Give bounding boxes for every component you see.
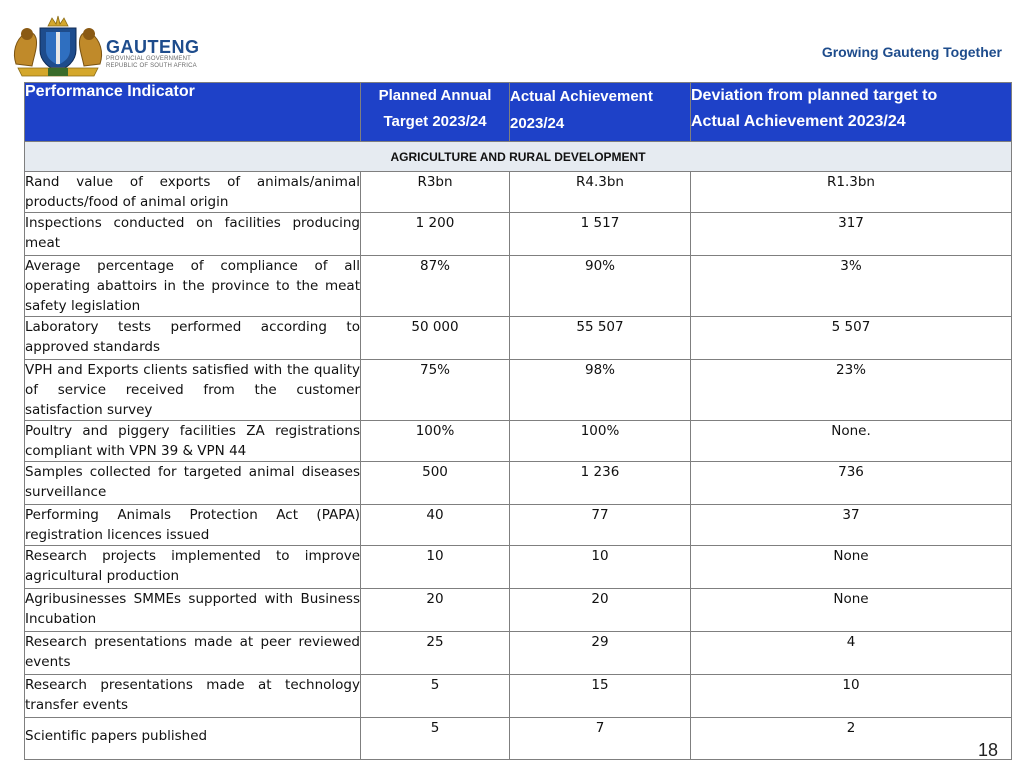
planned-cell: 40	[361, 505, 510, 546]
planned-cell: 5	[361, 718, 510, 760]
table-header-row	[25, 83, 1012, 142]
section-row	[25, 142, 1012, 172]
actual-cell: 29	[510, 632, 691, 675]
column-header-planned-line2: Target 2023/24	[383, 113, 487, 130]
table-row	[25, 632, 1012, 675]
indicator-cell: Average percentage of compliance of all operating abattoirs in the province to the meat safety legislation	[25, 256, 361, 317]
planned-cell: 10	[361, 546, 510, 589]
indicator-cell	[25, 718, 361, 760]
indicator-cell: Poultry and piggery facilities ZA registrations compliant with VPN 39 & VPN 44	[25, 421, 361, 462]
actual-cell: 10	[510, 546, 691, 589]
table-row	[25, 213, 1012, 256]
table-row	[25, 675, 1012, 718]
deviation-cell: 37	[691, 505, 1012, 546]
table-row	[25, 360, 1012, 421]
planned-cell: 50 000	[361, 317, 510, 360]
deviation-cell: 4	[691, 632, 1012, 675]
table-row	[25, 546, 1012, 589]
deviation-cell: R1.3bn	[691, 172, 1012, 213]
gauteng-wordmark	[106, 38, 200, 70]
indicator-cell: Research presentations made at peer reviewed events	[25, 632, 361, 675]
column-header-actual-line2: 2023/24	[510, 115, 565, 132]
column-header-indicator: Performance Indicator	[25, 83, 361, 142]
slogan: Growing Gauteng Together	[821, 44, 1002, 60]
table-row	[25, 421, 1012, 462]
planned-cell: 1 200	[361, 213, 510, 256]
deviation-cell: 5 507	[691, 317, 1012, 360]
actual-cell: 98%	[510, 360, 691, 421]
actual-cell: 7	[510, 718, 691, 760]
deviation-cell: None	[691, 589, 1012, 632]
deviation-cell: 736	[691, 462, 1012, 505]
planned-cell: 100%	[361, 421, 510, 462]
planned-cell: R3bn	[361, 172, 510, 213]
actual-cell: 1 517	[510, 213, 691, 256]
actual-cell: 100%	[510, 421, 691, 462]
deviation-cell: 317	[691, 213, 1012, 256]
deviation-cell: 3%	[691, 256, 1012, 317]
planned-cell: 20	[361, 589, 510, 632]
actual-cell: 1 236	[510, 462, 691, 505]
org-subtitle-2: REPUBLIC OF SOUTH AFRICA	[106, 63, 197, 69]
column-header-actual	[510, 83, 691, 142]
coat-of-arms-icon	[10, 12, 106, 78]
indicator-cell: Inspections conducted on facilities producing meat	[25, 213, 361, 256]
org-name: GAUTENG	[106, 37, 200, 57]
indicator-cell: Agribusinesses SMMEs supported with Business Incubation	[25, 589, 361, 632]
table-row	[25, 256, 1012, 317]
column-header-deviation-line1: Deviation from planned target to	[691, 87, 938, 104]
actual-cell: 20	[510, 589, 691, 632]
table-row	[25, 718, 1012, 760]
planned-cell: 5	[361, 675, 510, 718]
indicator-cell: Rand value of exports of animals/animal products/food of animal origin	[25, 172, 361, 213]
column-header-planned-line1: Planned Annual	[378, 87, 492, 104]
planned-cell: 25	[361, 632, 510, 675]
deviation-cell: 10	[691, 675, 1012, 718]
indicator-text: Scientific papers published	[25, 728, 208, 744]
actual-cell: 90%	[510, 256, 691, 317]
table-row	[25, 172, 1012, 213]
deviation-cell: 2	[691, 718, 1012, 760]
deviation-cell: None.	[691, 421, 1012, 462]
actual-cell: 55 507	[510, 317, 691, 360]
column-header-deviation	[691, 83, 1012, 142]
page-number: 18	[977, 740, 998, 760]
indicator-cell: Performing Animals Protection Act (PAPA) registration licences issued	[25, 505, 361, 546]
org-subtitle-1: PROVINCIAL GOVERNMENT	[106, 56, 191, 62]
performance-table	[24, 82, 1012, 760]
deviation-cell: None	[691, 546, 1012, 589]
indicator-cell: Research projects implemented to improve agricultural production	[25, 546, 361, 589]
column-header-deviation-line2: Actual Achievement 2023/24	[691, 113, 906, 130]
actual-cell: R4.3bn	[510, 172, 691, 213]
indicator-cell: Research presentations made at technology transfer events	[25, 675, 361, 718]
column-header-actual-line1: Actual Achievement	[510, 88, 653, 105]
deviation-cell: 23%	[691, 360, 1012, 421]
planned-cell: 500	[361, 462, 510, 505]
gauteng-logo	[10, 12, 200, 78]
indicator-cell: Laboratory tests performed according to approved standards	[25, 317, 361, 360]
table-row	[25, 317, 1012, 360]
actual-cell: 77	[510, 505, 691, 546]
planned-cell: 87%	[361, 256, 510, 317]
table-row	[25, 505, 1012, 546]
table-row	[25, 462, 1012, 505]
actual-cell: 15	[510, 675, 691, 718]
indicator-cell: Samples collected for targeted animal diseases surveillance	[25, 462, 361, 505]
table-row	[25, 589, 1012, 632]
planned-cell: 75%	[361, 360, 510, 421]
section-title: AGRICULTURE AND RURAL DEVELOPMENT	[25, 142, 1012, 172]
column-header-planned	[361, 83, 510, 142]
indicator-cell: VPH and Exports clients satisfied with the quality of service received from the customer satisfaction survey	[25, 360, 361, 421]
